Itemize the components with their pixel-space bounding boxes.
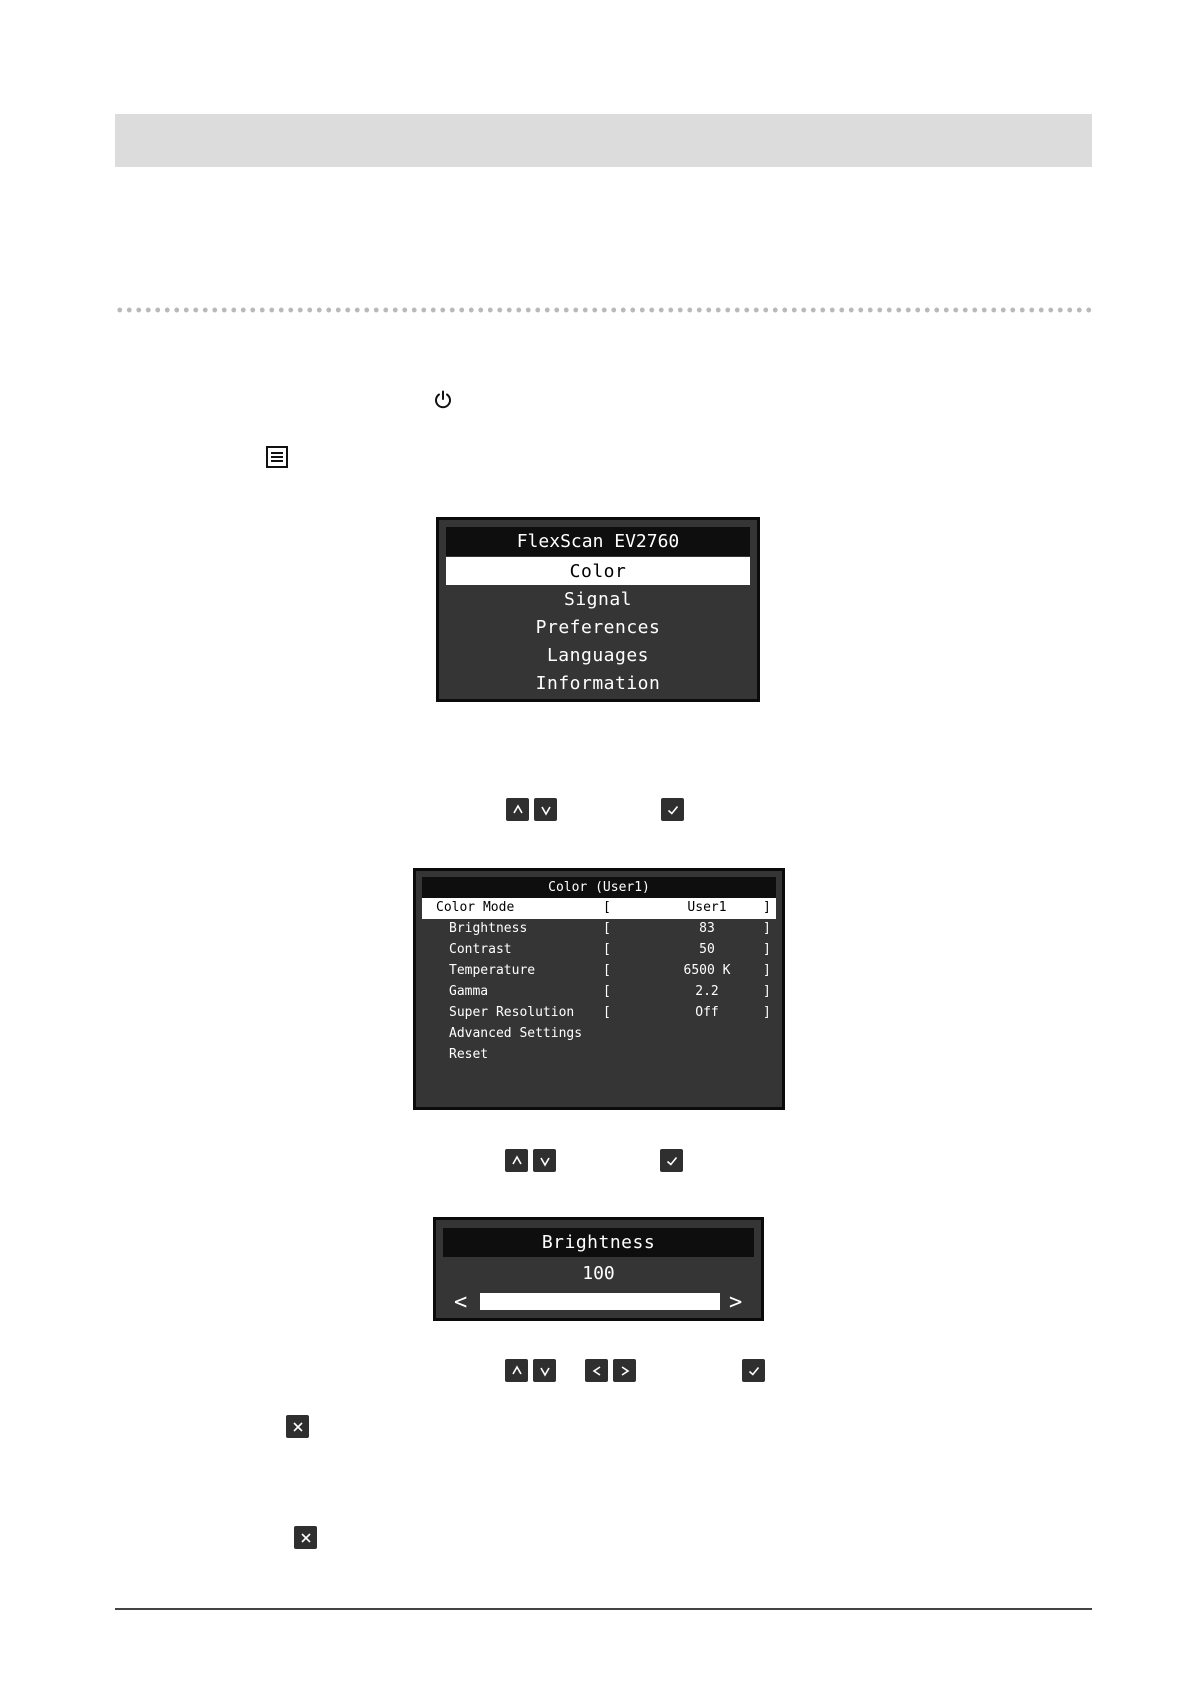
color-menu-row[interactable] (422, 1003, 776, 1024)
row-bracket-open: [ (603, 963, 611, 978)
row-value: 50 (699, 942, 715, 957)
color-menu-row[interactable] (422, 961, 776, 982)
color-menu-row[interactable] (422, 919, 776, 940)
enter-key-icon (742, 1359, 765, 1382)
row-bracket-close: ] (763, 921, 771, 936)
menu-item-information[interactable]: Information (535, 672, 661, 694)
row-value: Off (695, 1005, 719, 1020)
color-menu-panel (413, 868, 785, 1110)
exit-key-icon (294, 1526, 317, 1549)
down-key-icon (534, 798, 557, 821)
row-label: Color Mode (436, 900, 515, 915)
brightness-slider-fill (480, 1293, 720, 1310)
menu-item-preferences[interactable]: Preferences (535, 616, 661, 638)
menu-icon (266, 446, 288, 468)
menu-item-color[interactable]: Color (446, 557, 750, 585)
decrease-arrow[interactable]: < (454, 1290, 468, 1315)
row-label: Brightness (449, 921, 528, 936)
color-menu-row[interactable] (422, 1024, 776, 1045)
row-label: Reset (449, 1047, 489, 1062)
row-bracket-open: [ (603, 900, 611, 915)
row-bracket-close: ] (763, 1005, 771, 1020)
menu-item-languages[interactable]: Languages (546, 644, 650, 666)
up-key-icon (505, 1149, 528, 1172)
left-key-icon (585, 1359, 608, 1382)
brightness-slider[interactable] (480, 1293, 720, 1310)
main-menu-title: FlexScan EV2760 (446, 527, 750, 556)
row-bracket-close: ] (763, 963, 771, 978)
main-menu-panel (436, 517, 760, 702)
row-label: Gamma (449, 984, 489, 999)
up-key-icon (505, 1359, 528, 1382)
dotted-divider (115, 307, 1092, 313)
color-menu-title: Color (User1) (422, 877, 776, 898)
row-bracket-close: ] (763, 900, 771, 915)
increase-arrow[interactable]: > (729, 1290, 743, 1315)
row-value: 2.2 (695, 984, 719, 999)
power-icon (432, 389, 454, 411)
brightness-panel (433, 1217, 764, 1321)
down-key-icon (533, 1149, 556, 1172)
row-label: Contrast (449, 942, 512, 957)
row-bracket-open: [ (603, 942, 611, 957)
row-bracket-open: [ (603, 921, 611, 936)
row-value: 83 (699, 921, 715, 936)
row-bracket-open: [ (603, 984, 611, 999)
exit-key-icon (286, 1415, 309, 1438)
brightness-value: 100 (582, 1262, 615, 1284)
row-label: Super Resolution (449, 1005, 575, 1020)
enter-key-icon (661, 798, 684, 821)
section-header-band (115, 114, 1092, 167)
up-key-icon (506, 798, 529, 821)
row-bracket-close: ] (763, 942, 771, 957)
row-bracket-open: [ (603, 1005, 611, 1020)
row-value: 6500 K (683, 963, 731, 978)
down-key-icon (533, 1359, 556, 1382)
menu-item-signal[interactable]: Signal (563, 588, 633, 610)
color-menu-row[interactable] (422, 898, 776, 919)
row-label: Advanced Settings (449, 1026, 583, 1041)
color-menu-row[interactable] (422, 940, 776, 961)
row-label: Temperature (449, 963, 536, 978)
footer-rule (115, 1608, 1092, 1610)
row-value: User1 (687, 900, 727, 915)
enter-key-icon (660, 1149, 683, 1172)
row-bracket-close: ] (763, 984, 771, 999)
right-key-icon (613, 1359, 636, 1382)
color-menu-row[interactable] (422, 1045, 776, 1066)
color-menu-row[interactable] (422, 982, 776, 1003)
brightness-title: Brightness (443, 1228, 754, 1257)
